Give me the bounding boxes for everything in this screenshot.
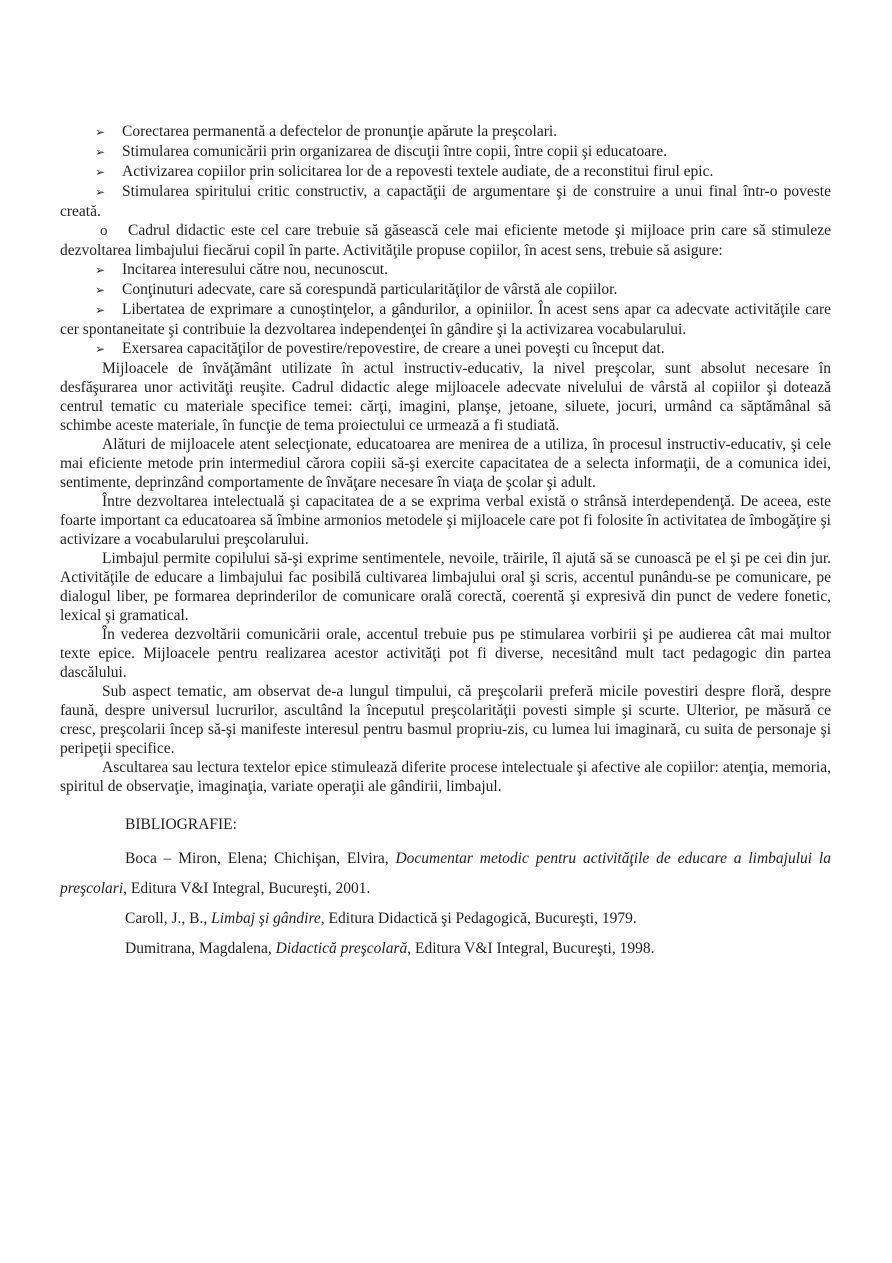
lead-paragraph (60, 221, 831, 260)
circle-bullet-icon: o (100, 223, 108, 239)
bibliography-entry (60, 934, 831, 964)
bullet-list-item (60, 162, 831, 182)
bullet-list-item (60, 300, 831, 339)
arrowhead-bullet-icon: ➢ (95, 185, 106, 199)
bib-title: Limbaj şi gândire (211, 910, 321, 927)
bib-title: Documentar metodic pentru activităţile de educare a limbajului la preşcolari (60, 850, 831, 897)
list-item-text: Stimularea comunicării prin organizarea de discuţii între copii, între copii şi educatoare. (122, 143, 668, 160)
bib-authors: Caroll, J., B., (125, 910, 212, 927)
bibliography-entry (60, 904, 831, 934)
body-paragraph: În vederea dezvoltării comunicării orale, accentul trebuie pus pe stimularea vorbirii şi pe audierea cât mai multor texte epice. Mijloacele pentru realizarea acestor activităţi pot fi diverse, necesitând mult tact pedagogic din partea dascălului. (60, 626, 831, 681)
list-item-text: Exersarea capacităţilor de povestire/repovestire, de creare a unei poveşti cu început dat. (122, 340, 665, 357)
arrowhead-bullet-icon: ➢ (95, 303, 106, 317)
bibliography-entry (60, 844, 831, 904)
bibliography-heading: BIBLIOGRAFIE: (125, 816, 237, 833)
arrowhead-bullet-icon: ➢ (95, 283, 106, 297)
bib-title: Didactică preşcolară (275, 940, 408, 957)
list-item-text: Libertatea de exprimare a cunoştinţelor, a gândurilor, a opiniilor. În acest sens apar ca adecvate activităţile care cer spontaneitate şi contribuie la dezvoltarea independenţei în gândire şi la activizarea vocabularului. (60, 301, 831, 338)
bib-authors: Boca – Miron, Elena; Chichişan, Elvira, (125, 850, 396, 867)
arrowhead-bullet-icon: ➢ (95, 145, 106, 159)
body-paragraph: Între dezvoltarea intelectuală şi capacitatea de a se exprima verbal există o strânsă interdependenţă. De aceea, este foarte important ca educatoarea să îmbine armonios metodele şi mijloacele care pot fi folosite în activitatea de îmbogăţire şi activizare a vocabularului preşcolarului. (60, 493, 831, 548)
document-page (60, 122, 831, 964)
body-paragraph: Sub aspect tematic, am observat de-a lungul timpului, că preşcolarii preferă micile povestiri despre floră, despre faună, despre universul lucrurilor, ascultând la începutul preşcolarităţii povesti simple şi scurte. Ulterior, pe măsură ce cresc, preşcolarii încep să-şi manifeste interesul pentru basmul propriu-zis, cu lumea lui imaginară, cu suita de personaje şi peripeţii specifice. (60, 683, 831, 757)
bullet-list-item (60, 260, 831, 280)
bullet-list-item (60, 142, 831, 162)
bullet-list-item (60, 280, 831, 300)
list-item-text: Incitarea interesului către nou, necunoscut. (122, 261, 388, 278)
bullet-list-item (60, 122, 831, 142)
bib-authors: Dumitrana, Magdalena, (125, 940, 276, 957)
body-paragraph: Ascultarea sau lectura textelor epice stimulează diferite procese intelectuale şi afective ale copiilor: atenţia, memoria, spiritul de observaţie, imaginaţia, variate operaţii ale gândirii, limbajul. (60, 759, 831, 795)
body-paragraph: Mijloacele de învăţământ utilizate în actul instructiv-educativ, la nivel preşcolar, sunt absolut necesare în desfăşurarea unor activităţi reuşite. Cadrul didactic alege mijloacele adecvate nivelului de vârstă al copiilor şi dotează centrul tematic cu materiale specifice temei: cărţi, imagini, planşe, jetoane, siluete, jocuri, urmând ca săptămânal să schimbe aceste materiale, în funcţie de tema proiectului ce urmează a fi studiată. (60, 360, 831, 434)
body-paragraph: Limbajul permite copilului să-şi exprime sentimentele, nevoile, trăirile, îl ajută să se cunoască pe el şi pe cei din jur. Activităţile de educare a limbajului fac posibilă cultivarea limbajului oral şi scris, accentul punându-se pe comunicare, pe dialogul liber, pe formarea deprinderilor de comunicare orală corectă, coerentă şi expresivă din punct de vedere fonetic, lexical şi gramatical. (60, 550, 831, 624)
list-item-text: Corectarea permanentă a defectelor de pronunţie apărute la preşcolari. (122, 123, 558, 140)
list-item-text: Conţinuturi adecvate, care să corespundă particularităţilor de vârstă ale copiilor. (122, 281, 618, 298)
bib-publisher: , Editura V&I Integral, Bucureşti, 1998. (407, 940, 655, 957)
bullet-list-item (60, 339, 831, 359)
bibliography-list (60, 844, 831, 964)
body-paragraph: Alături de mijloacele atent selecţionate, educatoarea are menirea de a utiliza, în procesul instructiv-educativ, şi cele mai eficiente metode prin intermediul cărora copiii să-şi exercite capacitatea de a selecta informaţii, de a comunica idei, sentimente, deprinzând comportamente de învăţare necesare în viaţa de şcolar şi adult. (60, 436, 831, 491)
arrowhead-bullet-icon: ➢ (95, 342, 106, 356)
lead-paragraph-text: Cadrul didactic este cel care trebuie să găsească cele mai eficiente metode şi mijloace prin care să stimuleze dezvoltarea limbajului fiecărui copil în parte. Activităţile propuse copiilor, în acest sens, trebuie să asigure: (60, 222, 831, 259)
bib-publisher: , Editura Didactică şi Pedagogică, Bucureşti, 1979. (320, 910, 637, 927)
list-item-text: Activizarea copiilor prin solicitarea lor de a repovesti textele audiate, de a reconstitui firul epic. (122, 163, 714, 180)
bullet-list-item (60, 182, 831, 221)
arrowhead-bullet-icon: ➢ (95, 125, 106, 139)
bib-publisher: , Editura V&I Integral, Bucureşti, 2001. (123, 880, 371, 897)
list-item-text: Stimularea spiritului critic constructiv, a capactăţii de argumentare şi de construire a unui final într-o poveste creată. (60, 183, 831, 220)
arrowhead-bullet-icon: ➢ (95, 165, 106, 179)
arrowhead-bullet-icon: ➢ (95, 263, 106, 277)
